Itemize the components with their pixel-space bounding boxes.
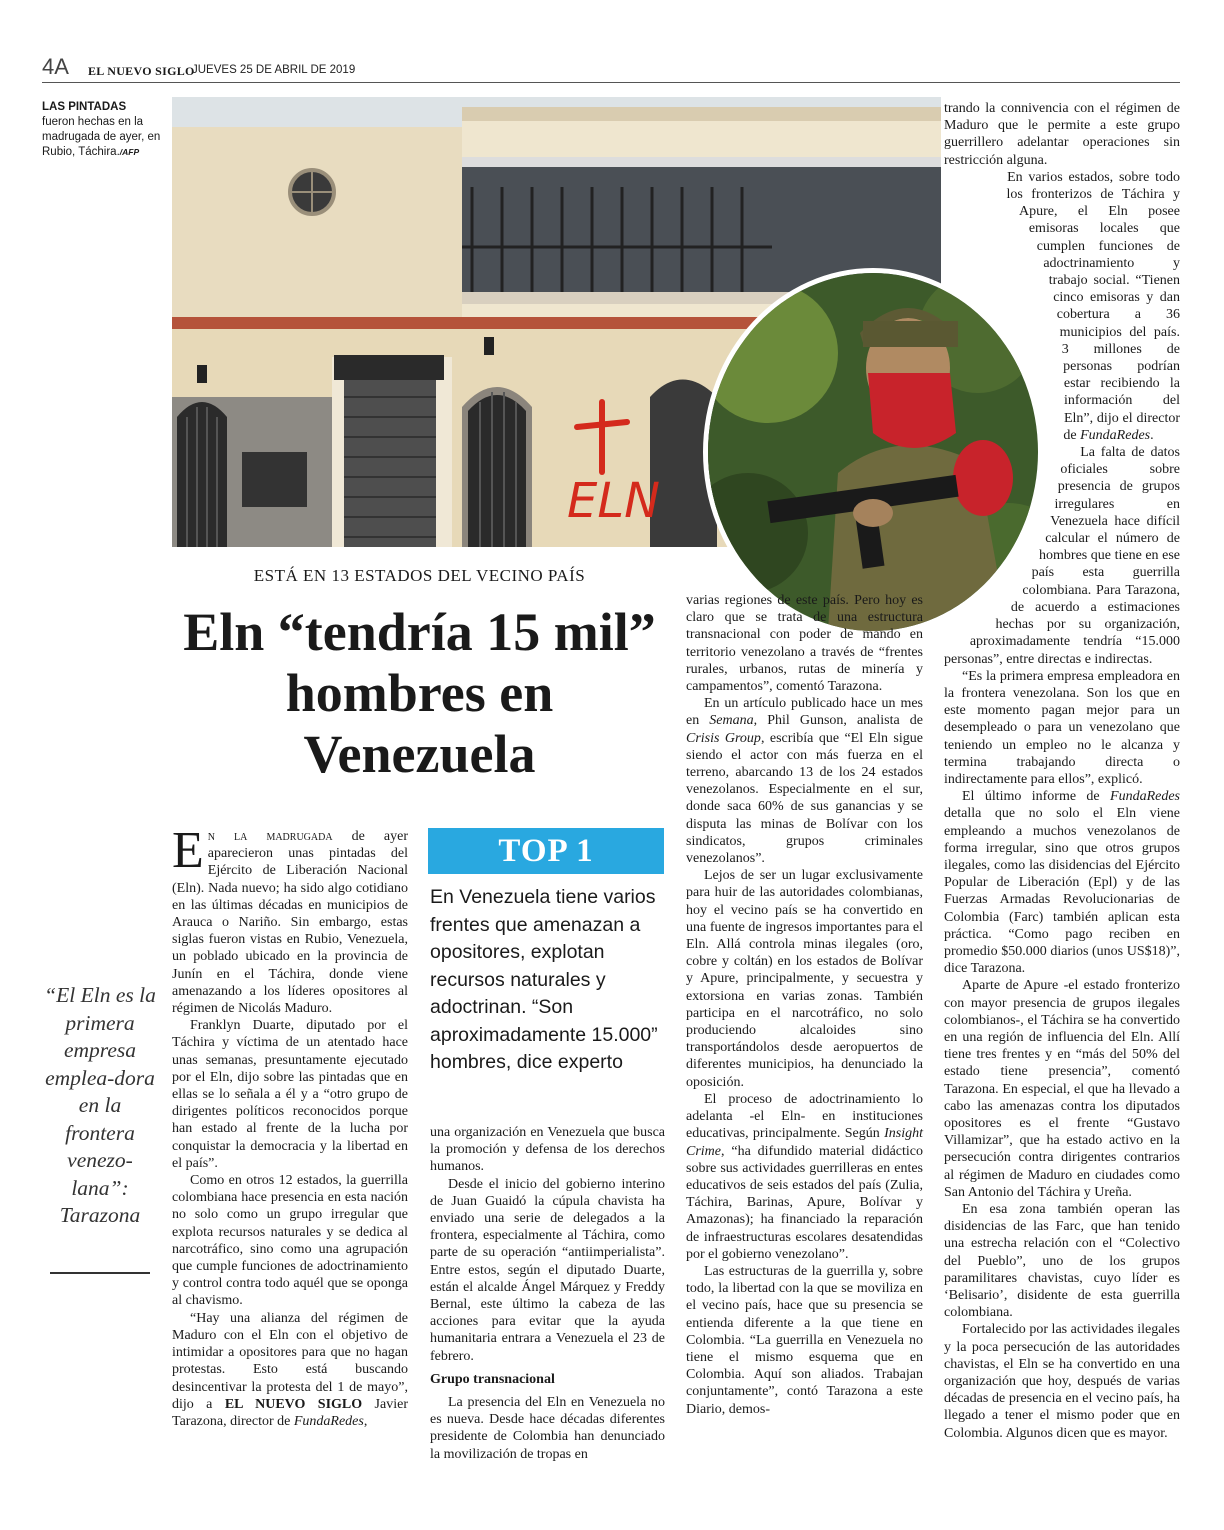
article-column-1 [172, 822, 408, 1430]
paragraph-text: En varios estados, sobre todo los fronterizos de Táchira y Apure, el Eln posee emisoras locales que cumplen funciones de adoctrinamiento y trabajo social. “Tienen cinco emisoras y dan cobertura a 36 municipios del país. 3 millones de personas podrían estar recibiendo la información del Eln”, dijo el director de [1006, 169, 1180, 443]
paragraph-text: , [363, 1413, 368, 1429]
paragraph: trando la connivencia con el régimen de Maduro que le permite a este grupo guerrillero adelantar operaciones sin restricción alguna. [944, 101, 1180, 168]
page-number: 4A [42, 54, 69, 79]
newspaper-name: EL NUEVO SIGLO [88, 64, 195, 78]
paragraph-text: . [1150, 427, 1154, 443]
article-column-3 [686, 592, 923, 1418]
paragraph-text: Javier Tarazona, director de [172, 1396, 408, 1429]
paragraph-text: “Hay una alianza del régimen de Maduro con el Eln con el objetivo de intimidar a opositores para que no hagan protestas. Esto está buscando desincentivar la protesta del 1 de mayo”, dijo a [172, 1310, 408, 1412]
paragraph-text: El proceso de adoctrinamiento lo adelanta -el Eln- en instituciones educativas, principalmente. Según [686, 1091, 923, 1142]
paragraph: Fortalecido por las actividades ilegales y la poca persecución de las autoridades chavistas, el Eln se ha convertido en una organización que hoy, después de varias décadas de presencia en el vecino país, ha llegado a tener el mismo poder que en Colombia. Algunos dicen que es mayor. [944, 1322, 1180, 1441]
paragraph [944, 788, 1180, 977]
pull-quote: “El Eln es la primera empresa emplea-dora en la frontera venezo-lana”: Tarazona [44, 983, 156, 1227]
paragraph: varias regiones de este país. Pero hoy es claro que se trata de una estructura transnacional con poder de mando en territorio venezolano a través de “frentes rurales, urbanos, rutas de minería y campamentos”, comentó Tarazona. [686, 593, 923, 695]
organization-name: FundaRedes [293, 1413, 364, 1429]
paragraph: una organización en Venezuela que busca la promoción y defensa de los derechos humanos. [430, 1125, 665, 1175]
photo-caption [42, 100, 164, 160]
paragraph [686, 695, 923, 867]
header-rule [42, 82, 1180, 83]
paragraph-text: , escribía que “El Eln sigue siendo el actor con más fuerza en el terreno, abarcando 13 de los 24 estados venezolanos. Especialmente en el sur, donde saca 60% de sus ganancias y se disputa las minas de Bolívar con los sindicatos, grupos criminales venezolanos”. [686, 730, 923, 867]
paragraph: Aparte de Apure -el estado fronterizo con mayor presencia de grupos ilegales colombianos-, el Táchira se ha convertido en una región de influencia del Eln. Allí tiene tres frentes y en “más del 50% del estado tiene presencia”, comentó Tarazona. En especial, el que ha llevado a cabo las amenazas contra los diputados opositores es el frente “Gustavo Villamizar”, que ha estado activo en la persecución contra dirigentes contrarios al régimen de Maduro en ciudades como San Antonio del Táchira y Ureña. [944, 978, 1180, 1200]
subhead: Grupo transnacional [430, 1371, 555, 1387]
paragraph-text: detalla que no solo el Eln viene empleando a muchos venezolanos de forma irregular, sino que otros grupos ilegales, como las disidencias del Ejército Popular de Liberación (Epl) y de las Fuerzas Armadas Revolucionarias de Colombia (Farc) también aplican esta práctica. “Como pago reciben en promedio $50.000 diarios (unos US$18)”, dice Tarazona. [944, 806, 1180, 977]
top1-summary: En Venezuela tiene varios frentes que amenazan a opositores, explotan recursos naturales y adoctrinan. “Son aproximadamente 15.000” hombres, dice experto [430, 886, 658, 1073]
paragraph: Desde el inicio del gobierno interino de Juan Guaidó la cúpula chavista ha enviado una serie de delegados a la frontera, especialmente al Táchira, como parte de su operación “antiimperialista”. Entre estos, según el diputado Duarte, están el alcalde Ángel Márquez y Freddy Bernal, este último la cabeza de las acciones para evitar que la ayuda humanitaria entrara a Venezuela el 23 de febrero. [430, 1176, 665, 1364]
headline: Eln “tendría 15 mil” hombres en Venezuela [183, 602, 656, 784]
paragraph: Las estructuras de la guerrilla y, sobre todo, la libertad con la que se moviliza en el vecino país, hace que su presencia se entienda diferente a la que tiene en Colombia. “La guerrilla en Venezuela no tiene el mismo esquema que en Colombia. Aquí son aliados. Trabajan conjuntamente”, contó Tarazona a este Diario, demos- [686, 1263, 923, 1417]
organization-name: FundaRedes [1080, 427, 1151, 443]
organization-name: Crisis Group [686, 730, 761, 746]
paragraph-text: El último informe de [962, 789, 1111, 805]
paragraph-text: de ayer aparecieron unas pintadas del Ejército de Liberación Nacional (Eln). Nada nuevo; ha sido algo cotidiano en las últimas décadas en municipios de Arauca o Nariño. Sin embargo, estas siglas fueron vistas en Rubio, Venezuela, un poblado ubicado en la provincia de Junín en el Táchira, donde viene amenazando a los líderes opositores al régimen de Nicolás Maduro. [172, 829, 408, 1017]
publication-name: Semana [709, 713, 754, 729]
paragraph-text: , “ha difundido material didáctico sobre sus actividades guerrilleras en entes educativos de seis estados del país (Zulia, Táchira, Barinas, Apure, Bolívar y Amazonas); ha financiado la reparación de infraestructuras escolares desatendidas por el gobierno venezolano”. [686, 1143, 923, 1262]
article-column-2 [430, 1124, 665, 1463]
graffiti-text: ELN [567, 473, 660, 529]
article-column-4 [944, 100, 1180, 1442]
photo-caption-lead: LAS PINTADAS [42, 101, 127, 113]
paragraph-text: En un artículo publicado hace un mes en [686, 696, 923, 729]
pull-quote-rule [50, 1272, 150, 1274]
photo-caption-text: fueron hechas en la madrugada de ayer, en Rubio, Táchira. [42, 116, 161, 158]
paragraph-text: , Phil Gunson, analista de [753, 713, 923, 729]
organization-name: FundaRedes [1110, 789, 1180, 805]
paragraph: Lejos de ser un lugar exclusivamente para huir de las autoridades colombianas, hoy el vecino país se ha convertido en una fuente de ingresos importantes para el Eln. Allá controla minas ilegales (oro, cobre y coltán) en los estados de Bolívar y Apure, principalmente, y secuestra y extorsiona en varias zonas. También participa en el narcotráfico, no solo produciendo alcaloides sino transportándolos desde aeropuertos de diferentes municipios, ha denunciado la oposición. [686, 868, 923, 1090]
issue-date: JUEVES 25 DE ABRIL DE 2019 [192, 64, 356, 76]
organization-name: Insight Crime [686, 1126, 923, 1159]
paragraph [686, 1091, 923, 1263]
lead-in: n la madrugada [207, 829, 333, 844]
paragraph: Como en otros 12 estados, la guerrilla colombiana hace presencia en esta nación no solo como un grupo irregular que explota recursos naturales y se dedica al narcotráfico, sino como una agrupación que cumple funciones de adoctrinamiento y control contra todo aquél que se oponga al chavismo. [172, 1173, 408, 1309]
kicker: ESTÁ EN 13 ESTADOS DEL VECINO PAÍS [253, 566, 586, 585]
dropcap: E [172, 822, 204, 879]
paragraph: La falta de datos oficiales sobre presencia de grupos irregulares en Venezuela hace difícil calcular el número de hombres que tiene en ese país esta guerrilla colombiana. Para Tarazona, de acuerdo a estimaciones hechas por su organización, aproximadamente tendría “15.000 personas”, entre directas e indirectas. [944, 445, 1180, 667]
paragraph [172, 1310, 408, 1430]
photo-credit: /AFP [119, 147, 140, 157]
paragraph: En esa zona también operan las disidencias de las Farc, que han tenido una estrecha relación con el “Colectivo del Pueblo”, uno de los grupos paramilitares chavistas, cuyo líder es ‘Belisario’, disidente de esta guerrilla colombiana. [944, 1202, 1180, 1321]
paragraph: La presencia del Eln en Venezuela no es nueva. Desde hace décadas diferentes presidente de Colombia han denunciado la movilización de tropas en [430, 1395, 665, 1462]
top1-badge: TOP 1 [428, 828, 664, 874]
paragraph: Franklyn Duarte, diputado por el Táchira y víctima de un atentado hace unas semanas, presuntamente ejecutado por el Eln, dijo sobre las pintadas que en ellas se lo señala a él y a “otro grupo de dirigentes políticos reconocidos porque han estado al frente de la lucha por conquistar la democracia y la libertad en el país”. [172, 1018, 408, 1171]
paragraph [172, 822, 408, 1017]
paragraph: “Es la primera empresa empleadora en la frontera venezolana. Son los que en este momento pagan mejor para un desempleado o para un venezolano que teniendo un empleo no le alcanza y termina trabajando directa o indirectamente para ellos”, explicó. [944, 668, 1180, 787]
newspaper-name-inline: EL NUEVO SIGLO [224, 1396, 363, 1412]
